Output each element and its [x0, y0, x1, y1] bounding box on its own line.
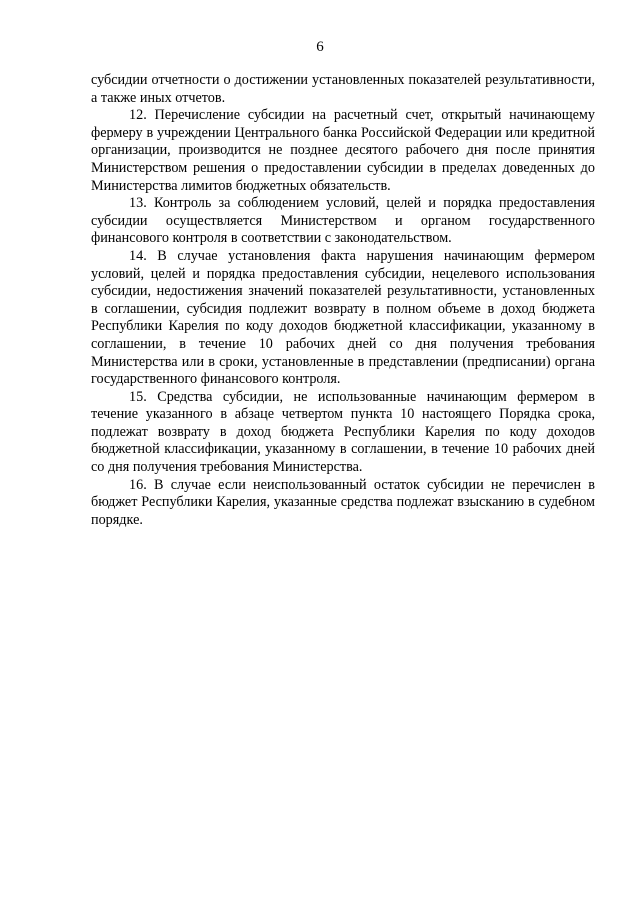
page-number: 6	[316, 39, 324, 55]
paragraph-continuation: субсидии отчетности о достижении установленных показателей результативности, а также иных отчетов.	[91, 72, 595, 106]
paragraph-12: 12. Перечисление субсидии на расчетный счет, открытый начинающему фермеру в учреждении Центрального банка Российской Федерации или кредитной организации, производится не позднее десятого рабочего дня после принятия Министерством решения о предоставлении субсидии в пределах доведенных до Министерства лимитов бюджетных обязательств.	[91, 107, 595, 194]
document-body	[91, 72, 595, 529]
paragraph-13: 13. Контроль за соблюдением условий, целей и порядка предоставления субсидии осуществляется Министерством и органом государственного финансового контроля в соответствии с законодательством.	[91, 195, 595, 247]
paragraph-16: 16. В случае если неиспользованный остаток субсидии не перечислен в бюджет Республики Карелия, указанные средства подлежат взысканию в судебном порядке.	[91, 476, 595, 528]
paragraph-15: 15. Средства субсидии, не использованные начинающим фермером в течение указанного в абзаце четвертом пункта 10 настоящего Порядка срока, подлежат возврату в доход бюджета Республики Карелия по коду доходов бюджетной классификации, указанному в соглашении, в течение 10 рабочих дней со дня получения требования Министерства.	[91, 388, 595, 476]
paragraph-14: 14. В случае установления факта нарушения начинающим фермером условий, целей и порядка предоставления субсидии, нецелевого использования субсидии, недостижения значений показателей результативности, установленных в соглашении, субсидия подлежит возврату в полном объеме в доход бюджета Республики Карелия по коду доходов бюджетной классификации, указанному в соглашении, в течение 10 рабочих дней со дня получения требования Министерства или в сроки, установленные в представлении (предписании) органа государственного финансового контроля.	[91, 247, 595, 388]
